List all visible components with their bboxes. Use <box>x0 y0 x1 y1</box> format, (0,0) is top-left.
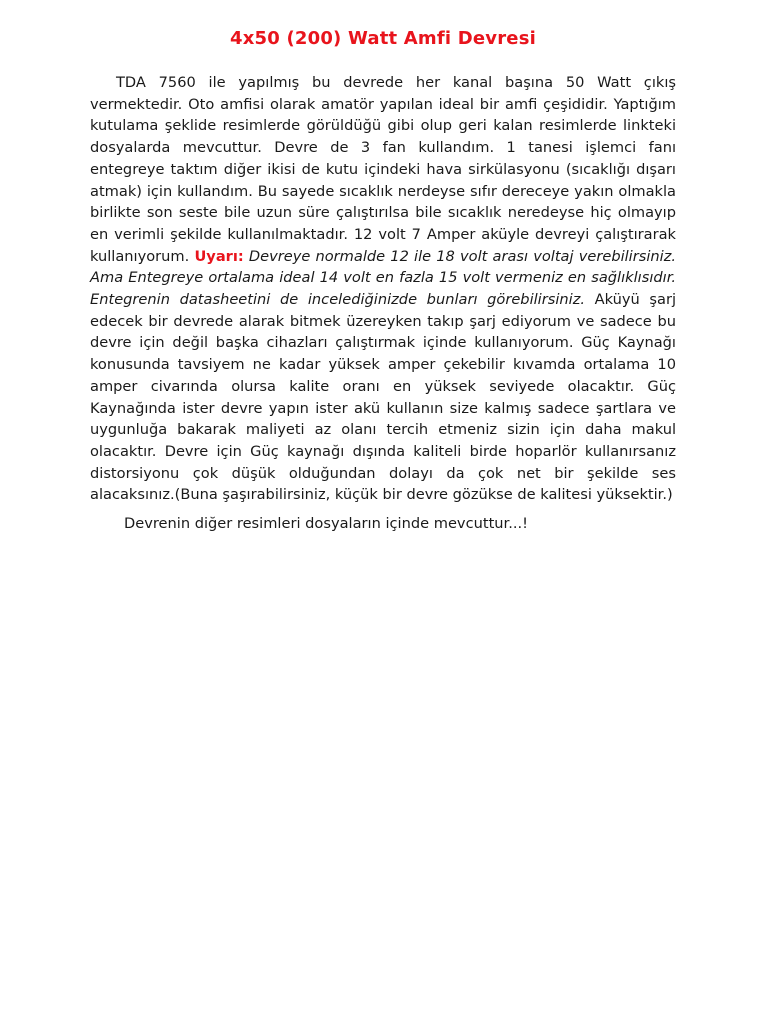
warning-label: Uyarı: <box>194 247 244 265</box>
warning-text: Devreye normalde 12 ile 18 volt arası voltaj verebilirsiniz. Ama Entegreye ortalama ideal 14 volt en fazla 15 volt vermeniz en sağlıklısıdır. Entegrenin datasheetini de incelediğinizde bunları görebilirsiniz. <box>90 247 677 309</box>
document-page <box>90 26 676 535</box>
intro-text: TDA 7560 ile yapılmış bu devrede her kanal başına 50 Watt çıkış vermektedir. Oto amfisi olarak amatör yapılan ideal bir amfi çeşididir. Yaptığım kutulama şeklide resimlerde görüldüğü gibi olup geri kalan resimlerde linkteki dosyalarda mevcuttur. Devre de 3 fan kullandım. 1 tanesi işlemci fanı entegreye taktım diğer ikisi de kutu içindeki hava sirkülasyonu (sıcaklığı dışarı atmak) için kullandım. Bu sayede sıcaklık nerdeyse sıfır dereceye yakın olmakla birlikte son seste bile uzun süre çalıştırılsa bile sıcaklık neredeyse hiç olmayıp en verimli şekilde kullanılmaktadır. 12 volt 7 Amper aküyle devreyi çalıştırarak kullanıyorum. <box>90 74 676 265</box>
closing-line: Devrenin diğer resimleri dosyaların içinde mevcuttur...! <box>124 515 528 533</box>
document-title: 4x50 (200) Watt Amfi Devresi <box>230 28 536 49</box>
power-supply-text: Aküyü şarj edecek bir devrede alarak bitmek üzereyken takıp şarj ediyorum ve sadece bu devre için değil başka cihazları çalıştırmak içinde kullanıyorum. Güç Kaynağı konusunda tavsiyem ne kadar yüksek amper çekebilir kıvamda ortalama 10 amper civarında olursa kalite oranı en yüksek seviyede olacaktır. Güç Kaynağında ister devre yapın ister akü kullanın size kalmış sadece şartlara ve uygunluğa bakarak maliyeti az olanı tercih etmeniz sizin için daha makul olacaktır. Devre için Güç kaynağı dışında kaliteli birde hoparlör kullanırsanız distorsiyonu çok düşük olduğundan dolayı da çok net bir şekilde ses alacaksınız.(Buna şaşırabilirsiniz, küçük bir devre gözükse de kalitesi yüksektir.) <box>90 291 676 504</box>
main-paragraph <box>90 72 676 506</box>
